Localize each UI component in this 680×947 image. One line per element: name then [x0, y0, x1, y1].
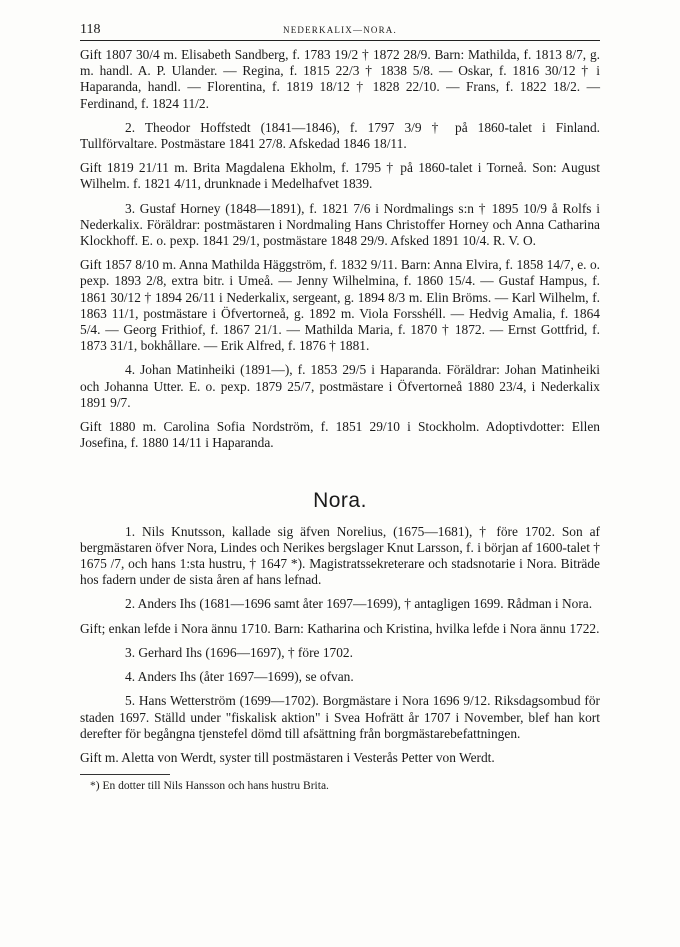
document-page: [80, 22, 600, 793]
entry-paragraph: 4. Johan Matinheiki (1891—), f. 1853 29/5 i Haparanda. Föräldrar: Johan Matinheiki och Johanna Utter. E. o. pexp. 1879 25/7, postmästare i Öfvertorneå 1880 23/4, i Nederkalix 1891 9/7.: [80, 362, 600, 410]
section-title: Nora.: [313, 489, 367, 513]
paragraph: Gift m. Aletta von Werdt, syster till postmästaren i Vesterås Petter von Werdt.: [80, 749, 495, 765]
paragraph: Gift 1880 m. Carolina Sofia Nordström, f. 1851 29/10 i Stockholm. Adoptivdotter: Ellen Josefina, f. 1880 14/11 i Haparanda.: [80, 419, 600, 451]
entry-paragraph: 4. Anders Ihs (åter 1697—1699), se ofvan.: [125, 669, 354, 685]
entry-paragraph: 2. Anders Ihs (1681—1696 samt åter 1697—1699), † antagligen 1699. Rådman i Nora.: [125, 596, 593, 612]
page-header: [80, 22, 600, 41]
page-number: 118: [80, 22, 101, 37]
running-title: NEDERKALIX—NORA.: [283, 25, 397, 35]
entry-paragraph: 2. Theodor Hoffstedt (1841—1846), f. 1797 3/9 † på 1860-talet i Finland. Tullförvaltare. Postmästare 1841 27/8. Afskedad 1846 18/11.: [80, 119, 600, 152]
page-body: [80, 47, 600, 793]
paragraph: Gift 1807 30/4 m. Elisabeth Sandberg, f. 1783 19/2 † 1872 28/9. Barn: Mathilda, f. 1813 8/7, g. m. handl. A. P. Ulander. — Regina, f. 1815 22/3 † 1838 5/8. — Oskar, f. 1816 30/12 † i Haparanda, handl. — Florentina, f. 1819 18/12 † 1828 22/10. — Frans, f. 1822 18/2. — Ferdinand, f. 1824 11/2.: [80, 47, 600, 111]
entry-paragraph: 3. Gustaf Horney (1848—1891), f. 1821 7/6 i Nordmalings s:n † 1895 10/9 å Rolfs i Nederkalix. Föräldrar: postmästaren i Nordmaling Hans Christoffer Horney och Anna Catharina Klockhoff. E. o. pexp. 1841 29/1, postmästare 1848 29/9. Afsked 1891 10/4. R. V. O.: [80, 200, 600, 249]
footnote: *) En dotter till Nils Hansson och hans hustru Brita.: [90, 780, 329, 793]
paragraph: Gift 1857 8/10 m. Anna Mathilda Häggström, f. 1832 9/11. Barn: Anna Elvira, f. 1858 14/7, e. o. pexp. 1893 2/8, extra bitr. i Umeå. — Jenny Wilhelmina, f. 1860 15/4. — Gustaf Hampus, f. 1861 30/12 † 1894 26/11 i Nederkalix, sergeant, g. 1894 8/3 m. Elin Bröms. — Karl Wilhelm, f. 1863 11/1, postmästare i Öfvertorneå, g. 1892 m. Viola Forsshéll. — Hedvig Amalia, f. 1864 5/4. — Georg Frithiof, f. 1867 21/1. — Mathilda Maria, f. 1870 † 1872. — Ernst Gottfrid, f. 1873 31/1, bokhållare. — Erik Alfred, f. 1876 † 1881.: [80, 257, 600, 354]
footnote-rule: [80, 774, 170, 775]
entry-paragraph: 3. Gerhard Ihs (1696—1697), † före 1702.: [125, 644, 353, 660]
paragraph: Gift; enkan lefde i Nora ännu 1710. Barn: Katharina och Kristina, hvilka lefde i Nora ännu 1722.: [80, 620, 600, 636]
entry-paragraph: 5. Hans Wetterström (1699—1702). Borgmästare i Nora 1696 9/12. Riksdagsombud för staden 1697. Ställd under "fiskalisk aktion" i Svea Hofrätt år 1707 i November, blef han kort derefter för begångna tjenstefel dömd till afsättning från borgmästarebefattningen.: [80, 693, 600, 741]
paragraph: Gift 1819 21/11 m. Brita Magdalena Ekholm, f. 1795 † på 1860-talet i Torneå. Son: August Wilhelm. f. 1821 4/11, drunknade i Medelhafvet 1839.: [80, 160, 600, 192]
entry-paragraph: 1. Nils Knutsson, kallade sig äfven Norelius, (1675—1681), † före 1702. Son af bergmästaren öfver Nora, Lindes och Nerikes bergslager Knut Larsson, f. i början af 1600-talet † 1675 /7, och hans 1:sta hustru, † 1647 *). Magistratssekreterare och stadsnotarie i Nora. Biträde hos fadern under de sista åren af hans lefnad.: [80, 523, 600, 588]
